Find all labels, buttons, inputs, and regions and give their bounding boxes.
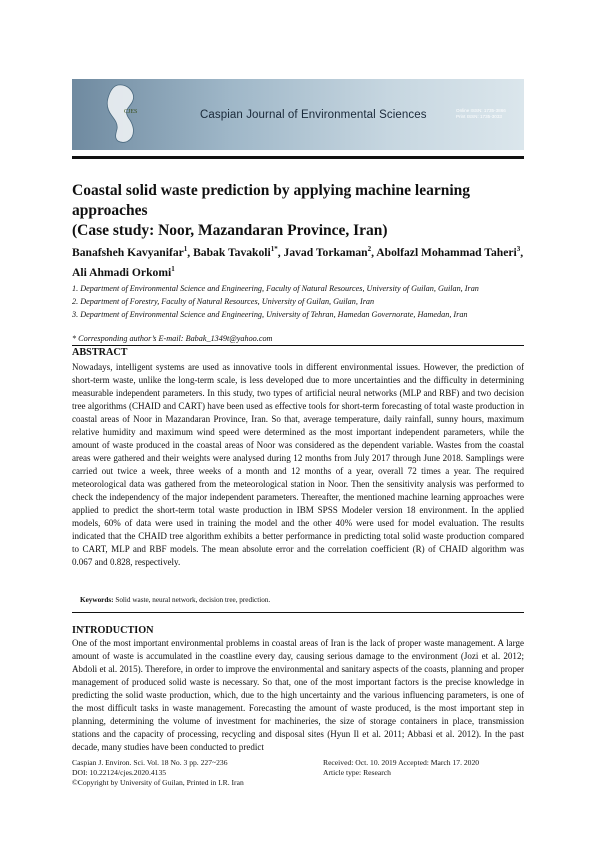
abstract-bottom-rule [72,612,524,613]
author: Babak Tavakoli$^{1*}$, [193,245,284,259]
journal-issn [456,108,506,120]
corresponding-author: * Corresponding author’s E-mail: Babak_1349t@yahoo.com [72,334,273,343]
footer-citation [72,758,244,788]
title-line-1: Coastal solid waste prediction by applying machine learning approaches [72,182,471,219]
keywords [80,596,270,604]
footer-received: Received: Oct. 10. 2019 Accepted: March 17. 2020 [323,758,480,767]
logo-text: CJES [124,109,138,115]
abstract-text: Nowadays, intelligent systems are used as innovative tools in different environmental issues. However, the prediction of short-term waste, unlike the long-term scale, is less developed due to more uncertainties and the difficulty in determining measurable independent parameters. In this study, two types of artificial neural networks (MLP and RBF) and two decision tree algorithms (CHAID and CART) have been used as effective tools for short-term forecasting of total waste production in coastal areas of Noor in Mazandaran Province, Iran. So that, average temperature, daily rainfall, sunny hours, maximum relative humidity and maximum wind speed were determined as the most important independent parameters, while the amount of waste produced in the coastal areas of Noor was considered as the dependent variable. Wastes from the coastal areas were gathered and their weights were analysed during 12 months from July 2017 through June 2018. Samplings were carried out twice a week, three weeks of a month and 12 months of a year, overall 72 times a year. The required meteorological data was gathered from the meteorological station in Noor. Then the sensitivity analysis was performed to check the independency of the major independent parameters. Thereafter, the mentioned machine learning approaches were applied to predict the short-term total waste production in IBM SPSS Modeler version 18 environment. In the applied models, 60% of data were used in training the model and the other 40% were used for model evaluation. The results indicated that the CHAID tree algorithm exhibits a better performance in predicting total solid waste production compared to CART, MLP and RBF models. The mean absolute error and the correlation coefficient (R) of CHAID algorithm was 0.067 and 0.828, respectively. [72,362,524,567]
banner-divider [72,156,524,159]
affiliation-1: 1. Department of Environmental Science and Engineering, Faculty of Natural Resources, University of Guilan, Guilan, Iran [72,284,479,293]
author: Banafsheh Kavyanifar$^1$, [72,245,194,259]
abstract-heading: ABSTRACT [72,347,128,358]
title-line-2: (Case study: Noor, Mazandaran Province, Iran) [72,222,388,239]
article-title [72,181,524,241]
affiliation-2: 2. Department of Forestry, Faculty of Natural Resources, University of Guilan, Guilan, Iran [72,297,375,306]
abstract-top-rule [72,345,524,346]
author-list [72,241,532,281]
footer-doi: DOI: 10.22124/cjes.2020.4135 [72,768,167,777]
issn-online: Online ISSN: 1735-3866 [456,108,506,113]
author: Ali Ahmadi Orkomi$^1$ [72,264,175,279]
introduction-heading: INTRODUCTION [72,625,154,636]
author: Abolfazl Mohammad Taheri$^3$, [376,245,524,259]
journal-name: Caspian Journal of Environmental Sciences [200,109,427,121]
author: Javad Torkaman$^2$, [283,245,377,259]
footer-article-type: Article type: Research [323,768,391,777]
caspian-sea-logo [98,83,148,145]
introduction-text: One of the most important environmental problems in coastal areas of Iran is the lack of proper waste management. A large amount of waste is accumulated in the coastline every day, causing serious damage to the environment (Jozi et al. 2012; Abdoli et al. 2015). Therefore, in order to improve the environmental and sanitary aspects of the coasts, planning and proper management of produced solid waste is necessary. So that, one of the most important factors is the precise knowledge in predicting the solid waste production, which, due to the high uncertainty and the various influencing parameters, is one of the most difficult tasks in waste management. Forecasting the amount of waste produced, is the most important step in planning, determining the volume of investment for machineries, the size of storage containers in place, transmission stations and the capacity of processing, recycling and disposal sites (Hyun Il et al. 2011; Abbasi et al. 2012). In the past decade, many studies have been conducted to predict [72,638,524,752]
footer-copyright: ©Copyright by University of Guilan, Printed in I.R. Iran [72,778,244,787]
footer-dates [323,758,479,778]
footer-journal-ref: Caspian J. Environ. Sci. Vol. 18 No. 3 pp. 227~236 [72,758,228,767]
affiliation-3: 3. Department of Environmental Science and Engineering, University of Tehran, Hamedan Governorate, Hamedan, Iran [72,310,468,319]
journal-banner [72,79,524,150]
keywords-label: Keywords: [80,596,114,604]
keywords-text: Solid waste, neural network, decision tree, prediction. [115,596,271,604]
issn-print: Print ISSN: 1735-3033 [456,114,502,119]
